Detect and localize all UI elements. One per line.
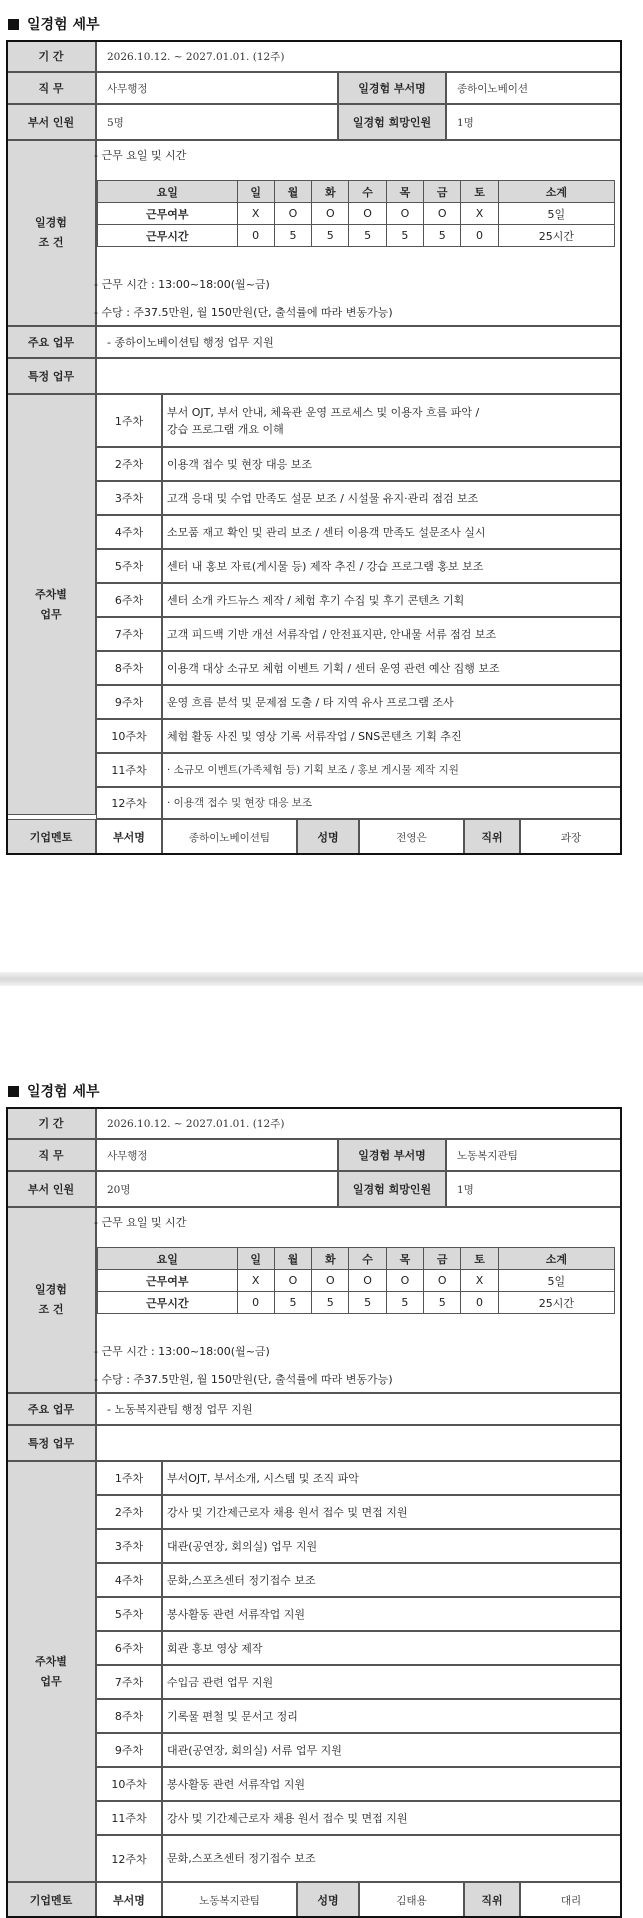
- mentor-label: 기업멘토: [6, 819, 96, 855]
- mentor-position-label: 직위: [464, 819, 520, 855]
- schedule-row-label: 근무여부: [98, 203, 238, 225]
- week-task: 고객 피드백 기반 개선 서류작업 / 안전표지판, 안내물 서류 점검 보조: [162, 617, 622, 651]
- pay-text: - 수당 : 주37.5만원, 월 150만원(단, 출석률에 따라 변동가능): [94, 306, 393, 319]
- schedule-header-cell: 월: [274, 1248, 311, 1270]
- dept-name-value: 종하이노베이션: [446, 72, 622, 104]
- schedule-header-cell: 금: [424, 1248, 461, 1270]
- schedule-header-cell: 일: [237, 181, 274, 203]
- conditions-label: 일경험 조 건: [6, 140, 96, 326]
- wanted-label: 일경험 희망인원: [338, 1171, 446, 1207]
- week-label: 12주차: [96, 787, 162, 819]
- week-task: 고객 응대 및 수업 만족도 설문 보조 / 시설물 유지·관리 점검 보조: [162, 481, 622, 515]
- week-task: 소모품 재고 확인 및 관리 보조 / 센터 이용객 만족도 설문조사 실시: [162, 515, 622, 549]
- week-task: 체험 활동 사진 및 영상 기록 서류작업 / SNS콘텐츠 기획 추진: [162, 719, 622, 753]
- dept-staff-value: 20명: [96, 1171, 338, 1207]
- week-task: 봉사활동 관련 서류작업 지원: [162, 1597, 622, 1631]
- schedule-row-label: 근무여부: [98, 1270, 238, 1292]
- week-label: 4주차: [96, 1563, 162, 1597]
- schedule-cell: O: [424, 1270, 461, 1292]
- schedule-cell: O: [274, 1270, 311, 1292]
- weekly-label: 주차별 업무: [6, 394, 96, 815]
- week-task: · 이용객 접수 및 현장 대응 보조: [162, 787, 622, 819]
- schedule-header-cell: 토: [461, 1248, 498, 1270]
- week-label: 11주차: [96, 1801, 162, 1835]
- schedule-cell: O: [312, 203, 349, 225]
- schedule-cell: X: [461, 203, 498, 225]
- period-value: 2026.10.12. ~ 2027.01.01. (12주): [96, 1107, 622, 1139]
- week-task: 강사 및 기간제근로자 채용 원서 접수 및 면접 지원: [162, 1495, 622, 1529]
- wanted-value: 1명: [446, 1171, 622, 1207]
- schedule-cell: 5: [349, 225, 386, 247]
- mentor-name-label: 성명: [297, 1882, 359, 1918]
- week-label: 5주차: [96, 1597, 162, 1631]
- week-task: 센터 내 홍보 자료(게시물 등) 제작 추진 / 강습 프로그램 홍보 보조: [162, 549, 622, 583]
- schedule-cell: O: [349, 1270, 386, 1292]
- job-label: 직 무: [6, 72, 96, 104]
- mentor-name-value: 김태용: [359, 1882, 464, 1918]
- schedule-cell: O: [386, 203, 423, 225]
- work-time-text: - 근무 시간 : 13:00~18:00(월~금): [94, 278, 270, 291]
- schedule-cell: 5: [386, 1292, 423, 1314]
- week-label: 4주차: [96, 515, 162, 549]
- schedule-heading: - 근무 요일 및 시간: [94, 1216, 187, 1229]
- week-task: 부서OJT, 부서소개, 시스템 및 조직 파악: [162, 1461, 622, 1495]
- week-label: 3주차: [96, 1529, 162, 1563]
- schedule-cell: X: [461, 1270, 498, 1292]
- week-task: 강사 및 기간제근로자 채용 원서 접수 및 면접 지원: [162, 1801, 622, 1835]
- schedule-cell: 5: [424, 225, 461, 247]
- period-label: 기 간: [6, 1107, 96, 1139]
- schedule-cell: 25시간: [498, 1292, 614, 1314]
- schedule-header-cell: 소계: [498, 1248, 614, 1270]
- special-duty-value: [96, 1425, 622, 1461]
- schedule-header-cell: 목: [386, 1248, 423, 1270]
- mentor-dept-value: 종하이노베이션팀: [162, 819, 297, 855]
- main-duty-value: - 종하이노베이션팀 행정 업무 지원: [96, 326, 622, 358]
- week-label: 1주차: [96, 394, 162, 447]
- week-label: 9주차: [96, 1733, 162, 1767]
- week-label: 8주차: [96, 651, 162, 685]
- schedule-header-cell: 일: [237, 1248, 274, 1270]
- week-label: 6주차: [96, 1631, 162, 1665]
- schedule-header-cell: 목: [386, 181, 423, 203]
- week-task: 문화,스포츠센터 정기접수 보조: [162, 1563, 622, 1597]
- schedule-header-cell: 수: [349, 1248, 386, 1270]
- schedule-cell: O: [312, 1270, 349, 1292]
- schedule-cell: 5: [274, 1292, 311, 1314]
- week-label: 5주차: [96, 549, 162, 583]
- schedule-table: [97, 1247, 615, 1314]
- schedule-cell: O: [424, 203, 461, 225]
- schedule-cell: 25시간: [498, 225, 614, 247]
- schedule-table: [97, 180, 615, 247]
- mentor-label: 기업멘토: [6, 1882, 96, 1918]
- weekly-label: 주차별 업무: [6, 1461, 96, 1882]
- week-label: 7주차: [96, 1665, 162, 1699]
- week-task: 대관(공연장, 회의실) 서류 업무 지원: [162, 1733, 622, 1767]
- dept-staff-value: 5명: [96, 104, 338, 140]
- period-label: 기 간: [6, 40, 96, 72]
- main-duty-value: - 노동복지관팀 행정 업무 지원: [96, 1393, 622, 1425]
- dept-name-label: 일경험 부서명: [338, 1139, 446, 1171]
- section-title: [8, 14, 100, 34]
- schedule-header-cell: 소계: [498, 181, 614, 203]
- schedule-cell: 5: [424, 1292, 461, 1314]
- schedule-cell: 0: [237, 225, 274, 247]
- week-label: 2주차: [96, 447, 162, 481]
- job-value: 사무행정: [96, 72, 338, 104]
- dept-staff-label: 부서 인원: [6, 104, 96, 140]
- week-label: 6주차: [96, 583, 162, 617]
- main-duty-label: 주요 업무: [6, 1393, 96, 1425]
- week-task: 이용객 대상 소규모 체험 이벤트 기획 / 센터 운영 관련 예산 집행 보조: [162, 651, 622, 685]
- schedule-cell: 0: [237, 1292, 274, 1314]
- week-label: 12주차: [96, 1835, 162, 1882]
- dept-name-value: 노동복지관팀: [446, 1139, 622, 1171]
- week-label: 9주차: [96, 685, 162, 719]
- schedule-header-cell: 요일: [98, 181, 238, 203]
- special-duty-value: [96, 358, 622, 394]
- period-value: 2026.10.12. ~ 2027.01.01. (12주): [96, 40, 622, 72]
- week-label: 3주차: [96, 481, 162, 515]
- week-label: 8주차: [96, 1699, 162, 1733]
- job-label: 직 무: [6, 1139, 96, 1171]
- mentor-dept-label: 부서명: [96, 1882, 162, 1918]
- square-bullet-icon: [8, 1086, 19, 1097]
- schedule-cell: 5일: [498, 203, 614, 225]
- conditions-label: 일경험 조 건: [6, 1207, 96, 1393]
- schedule-header-cell: 수: [349, 181, 386, 203]
- special-duty-label: 특정 업무: [6, 358, 96, 394]
- mentor-position-label: 직위: [464, 1882, 520, 1918]
- week-task: 운영 흐름 분석 및 문제점 도출 / 타 지역 유사 프로그램 조사: [162, 685, 622, 719]
- schedule-cell: 5: [274, 225, 311, 247]
- dept-name-label: 일경험 부서명: [338, 72, 446, 104]
- schedule-cell: O: [274, 203, 311, 225]
- mentor-name-label: 성명: [297, 819, 359, 855]
- dept-staff-label: 부서 인원: [6, 1171, 96, 1207]
- schedule-cell: 0: [461, 1292, 498, 1314]
- mentor-dept-label: 부서명: [96, 819, 162, 855]
- section-title-text: 일경험 세부: [27, 1084, 100, 1100]
- schedule-cell: 0: [461, 225, 498, 247]
- week-task: 대관(공연장, 회의실) 업무 지원: [162, 1529, 622, 1563]
- schedule-cell: O: [386, 1270, 423, 1292]
- mentor-position-value: 과장: [520, 819, 622, 855]
- schedule-cell: 5: [312, 1292, 349, 1314]
- schedule-cell: O: [349, 203, 386, 225]
- schedule-cell: X: [237, 1270, 274, 1292]
- section-title: [8, 1081, 100, 1101]
- week-label: 2주차: [96, 1495, 162, 1529]
- schedule-row-label: 근무시간: [98, 1292, 238, 1314]
- schedule-cell: 5: [349, 1292, 386, 1314]
- week-task: 이용객 접수 및 현장 대응 보조: [162, 447, 622, 481]
- schedule-header-cell: 요일: [98, 1248, 238, 1270]
- schedule-header-cell: 화: [312, 1248, 349, 1270]
- schedule-cell: X: [237, 203, 274, 225]
- job-value: 사무행정: [96, 1139, 338, 1171]
- week-task: 회관 홍보 영상 제작: [162, 1631, 622, 1665]
- schedule-heading: - 근무 요일 및 시간: [94, 149, 187, 162]
- mentor-dept-value: 노동복지관팀: [162, 1882, 297, 1918]
- wanted-value: 1명: [446, 104, 622, 140]
- section-title-text: 일경험 세부: [27, 17, 100, 33]
- schedule-header-cell: 화: [312, 181, 349, 203]
- page-separator: [0, 972, 643, 986]
- week-label: 10주차: [96, 719, 162, 753]
- week-task: 수입금 관련 업무 지원: [162, 1665, 622, 1699]
- schedule-header-cell: 토: [461, 181, 498, 203]
- week-label: 11주차: [96, 753, 162, 787]
- special-duty-label: 특정 업무: [6, 1425, 96, 1461]
- week-task: 부서 OJT, 부서 안내, 체육관 운영 프로세스 및 이용자 흐름 파악 / 강습 프로그램 개요 이해: [162, 394, 622, 447]
- schedule-cell: 5일: [498, 1270, 614, 1292]
- wanted-label: 일경험 희망인원: [338, 104, 446, 140]
- week-task: 센터 소개 카드뉴스 제작 / 체험 후기 수집 및 후기 콘텐츠 기획: [162, 583, 622, 617]
- schedule-cell: 5: [312, 225, 349, 247]
- week-label: 7주차: [96, 617, 162, 651]
- pay-text: - 수당 : 주37.5만원, 월 150만원(단, 출석률에 따라 변동가능): [94, 1373, 393, 1386]
- main-duty-label: 주요 업무: [6, 326, 96, 358]
- week-label: 1주차: [96, 1461, 162, 1495]
- square-bullet-icon: [8, 19, 19, 30]
- mentor-name-value: 전영은: [359, 819, 464, 855]
- week-label: 10주차: [96, 1767, 162, 1801]
- week-task: · 소규모 이벤트(가족체험 등) 기획 보조 / 홍보 게시물 제작 지원: [162, 753, 622, 787]
- schedule-cell: 5: [386, 225, 423, 247]
- work-time-text: - 근무 시간 : 13:00~18:00(월~금): [94, 1345, 270, 1358]
- schedule-header-cell: 월: [274, 181, 311, 203]
- week-task: 문화,스포츠센터 정기접수 보조: [162, 1835, 622, 1882]
- week-task: 봉사활동 관련 서류작업 지원: [162, 1767, 622, 1801]
- mentor-position-value: 대리: [520, 1882, 622, 1918]
- schedule-row-label: 근무시간: [98, 225, 238, 247]
- schedule-header-cell: 금: [424, 181, 461, 203]
- week-task: 기록물 편철 및 문서고 정리: [162, 1699, 622, 1733]
